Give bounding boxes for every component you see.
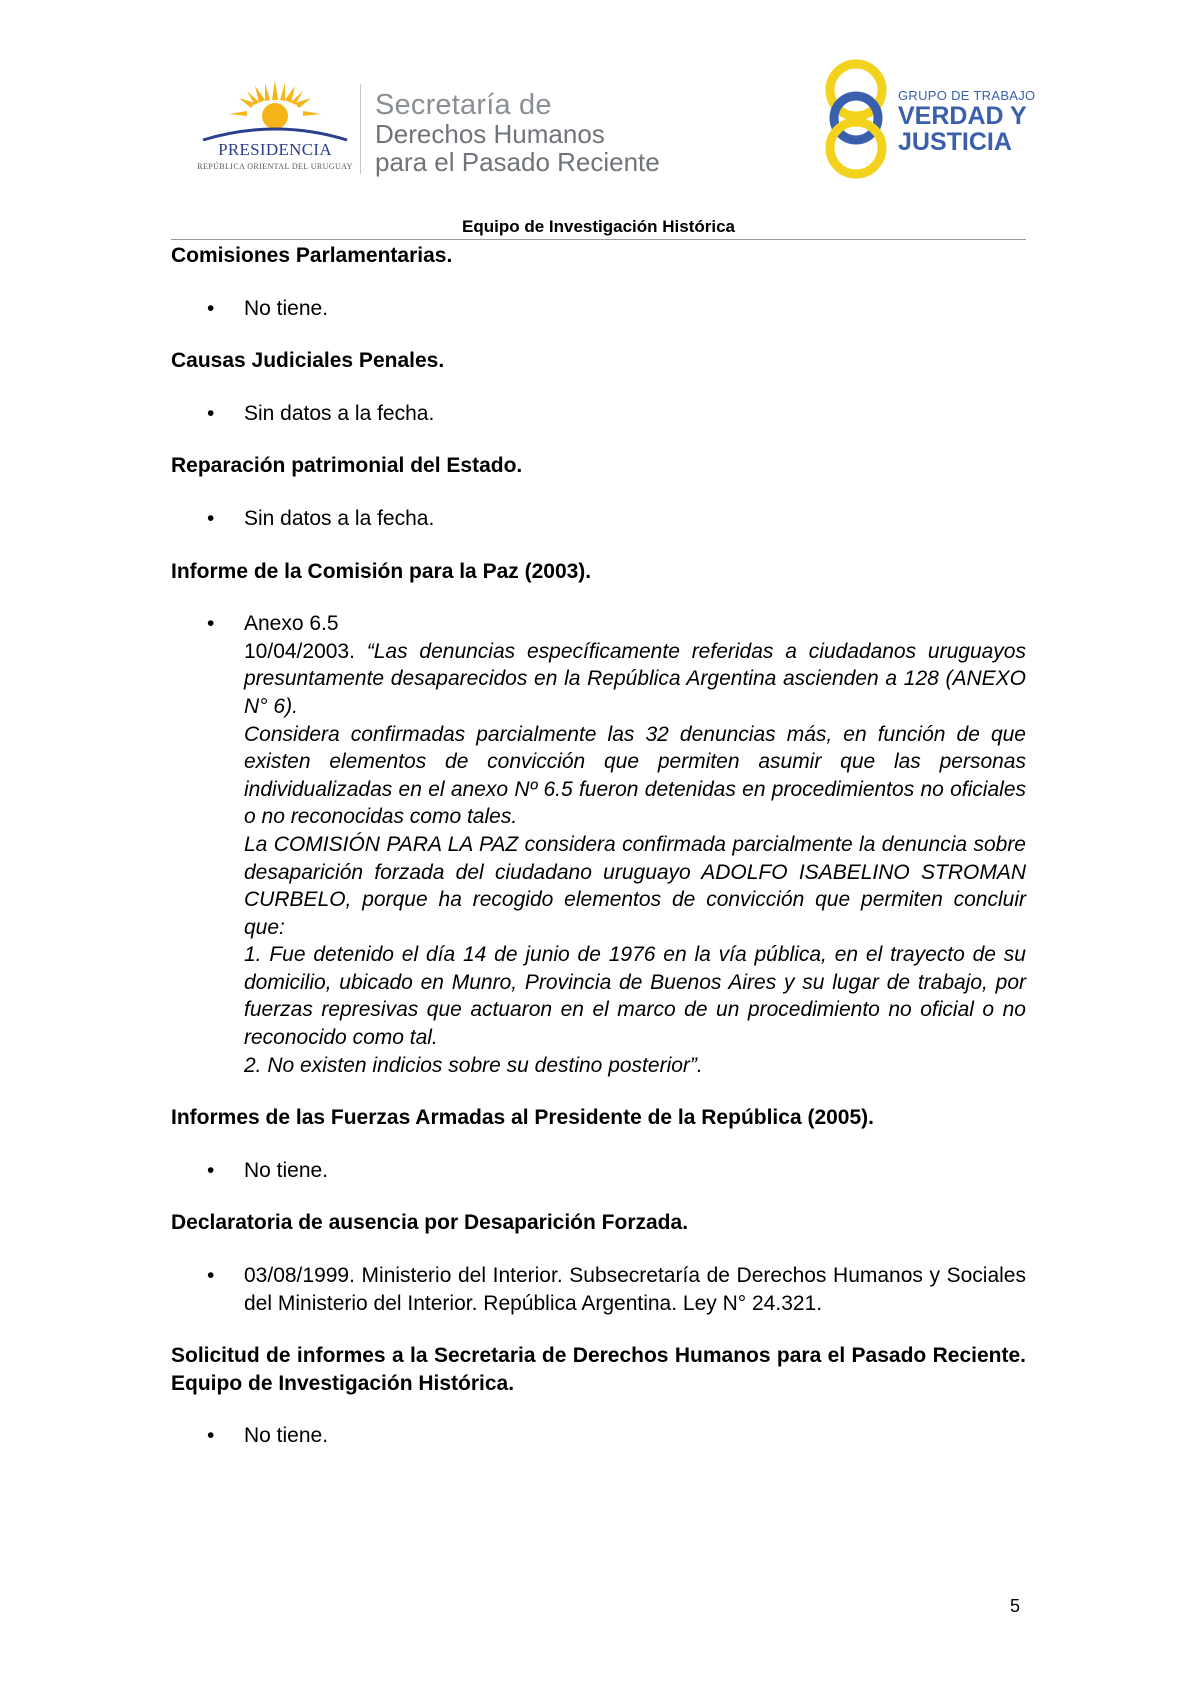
secretaria-line-2: Derechos Humanos	[375, 119, 605, 149]
bullet-icon: •	[207, 296, 215, 320]
presidencia-subtitle: REPÚBLICA ORIENTAL DEL URUGUAY	[197, 162, 353, 171]
document-body	[171, 242, 1026, 1475]
list-item	[171, 295, 1026, 323]
quote-paragraph-1	[244, 638, 1026, 721]
section-heading: Comisiones Parlamentarias.	[171, 244, 453, 267]
quote-text: “Las denuncias específicamente referidas a ciudadanos uruguayos presuntamente desaparecidos en la República Argentina ascienden a 128 (ANEXO N° 6).	[244, 639, 1026, 718]
grupo-trabajo-label: GRUPO DE TRABAJO	[898, 88, 1036, 103]
section-heading: Solicitud de informes a la Secretaria de Derechos Humanos para el Pasado Reciente. Equipo de Investigación Histórica.	[171, 1344, 1026, 1395]
bullet-icon: •	[207, 1158, 215, 1182]
linked-rings-icon	[820, 56, 900, 180]
section-heading: Declaratoria de ausencia por Desaparición Forzada.	[171, 1211, 689, 1235]
page-number: 5	[1010, 1596, 1021, 1616]
list-item-text: No tiene.	[244, 1158, 329, 1182]
bullet-icon: •	[207, 1264, 215, 1288]
presidencia-wordmark: PRESIDENCIA	[218, 140, 332, 159]
list-item-text: No tiene.	[244, 1424, 329, 1448]
section-heading: Causas Judiciales Penales.	[171, 349, 445, 373]
section-heading: Informes de las Fuerzas Armadas al Presidente de la República (2005).	[171, 1106, 874, 1130]
quote-date: 10/04/2003.	[244, 639, 367, 663]
list-item	[171, 610, 1026, 1079]
list-item	[171, 505, 1026, 533]
quote-paragraph-2: Considera confirmadas parcialmente las 32 denuncias más, en función de que existen elementos de convicción que permiten asumir que las personas individualizadas en el anexo Nº 6.5 fueron detenidas en procedimientos no oficiales o no reconocidas como tales.	[244, 722, 1026, 829]
logo-divider	[360, 84, 361, 174]
list-item-text: Sin datos a la fecha.	[244, 506, 435, 530]
annex-title: Anexo 6.5	[244, 612, 339, 636]
header-rule	[171, 239, 1026, 240]
section-heading: Informe de la Comisión para la Paz (2003).	[171, 559, 592, 583]
verdad-justicia-logo	[820, 56, 1036, 180]
presidencia-logo	[195, 78, 355, 178]
bullet-icon: •	[207, 506, 215, 530]
list-item-text: No tiene.	[244, 296, 329, 320]
quote-paragraph-5: 2. No existen indicios sobre su destino posterior”.	[244, 1053, 703, 1077]
running-header-title: Equipo de Investigación Histórica	[462, 217, 735, 236]
secretaria-logo-text	[375, 90, 660, 176]
list-item-text: 03/08/1999. Ministerio del Interior. Subsecretaría de Derechos Humanos y Sociales del Ministerio del Interior. República Argentina. Ley N° 24.321.	[244, 1264, 1026, 1315]
bullet-icon: •	[207, 401, 215, 425]
list-item	[171, 400, 1026, 428]
bullet-icon: •	[207, 612, 215, 636]
secretaria-line-3: para el Pasado Reciente	[375, 147, 660, 177]
verdad-y-label: VERDAD Y	[898, 102, 1027, 130]
quote-paragraph-3: La COMISIÓN PARA LA PAZ considera confirmada parcialmente la denuncia sobre desaparición forzada del ciudadano uruguayo ADOLFO ISABELINO STROMAN CURBELO, porque ha recogido elementos de convicción que permiten concluir que:	[244, 832, 1026, 939]
section-heading: Reparación patrimonial del Estado.	[171, 454, 523, 478]
bullet-icon: •	[207, 1424, 215, 1448]
list-item	[171, 1422, 1026, 1450]
list-item-text: Sin datos a la fecha.	[244, 401, 435, 425]
secretaria-line-1: Secretaría de	[375, 89, 552, 121]
list-item	[171, 1262, 1026, 1317]
list-item	[171, 1157, 1026, 1185]
justicia-label: JUSTICIA	[898, 128, 1012, 156]
quote-paragraph-4: 1. Fue detenido el día 14 de junio de 1976 en la vía pública, en el trayecto de su domicilio, ubicado en Munro, Provincia de Buenos Aires y su lugar de trabajo, por fuerzas represivas que actuaron en el marco de un procedimiento no oficial o no reconocido como tal.	[244, 943, 1026, 1050]
sun-emblem-icon	[195, 78, 355, 142]
